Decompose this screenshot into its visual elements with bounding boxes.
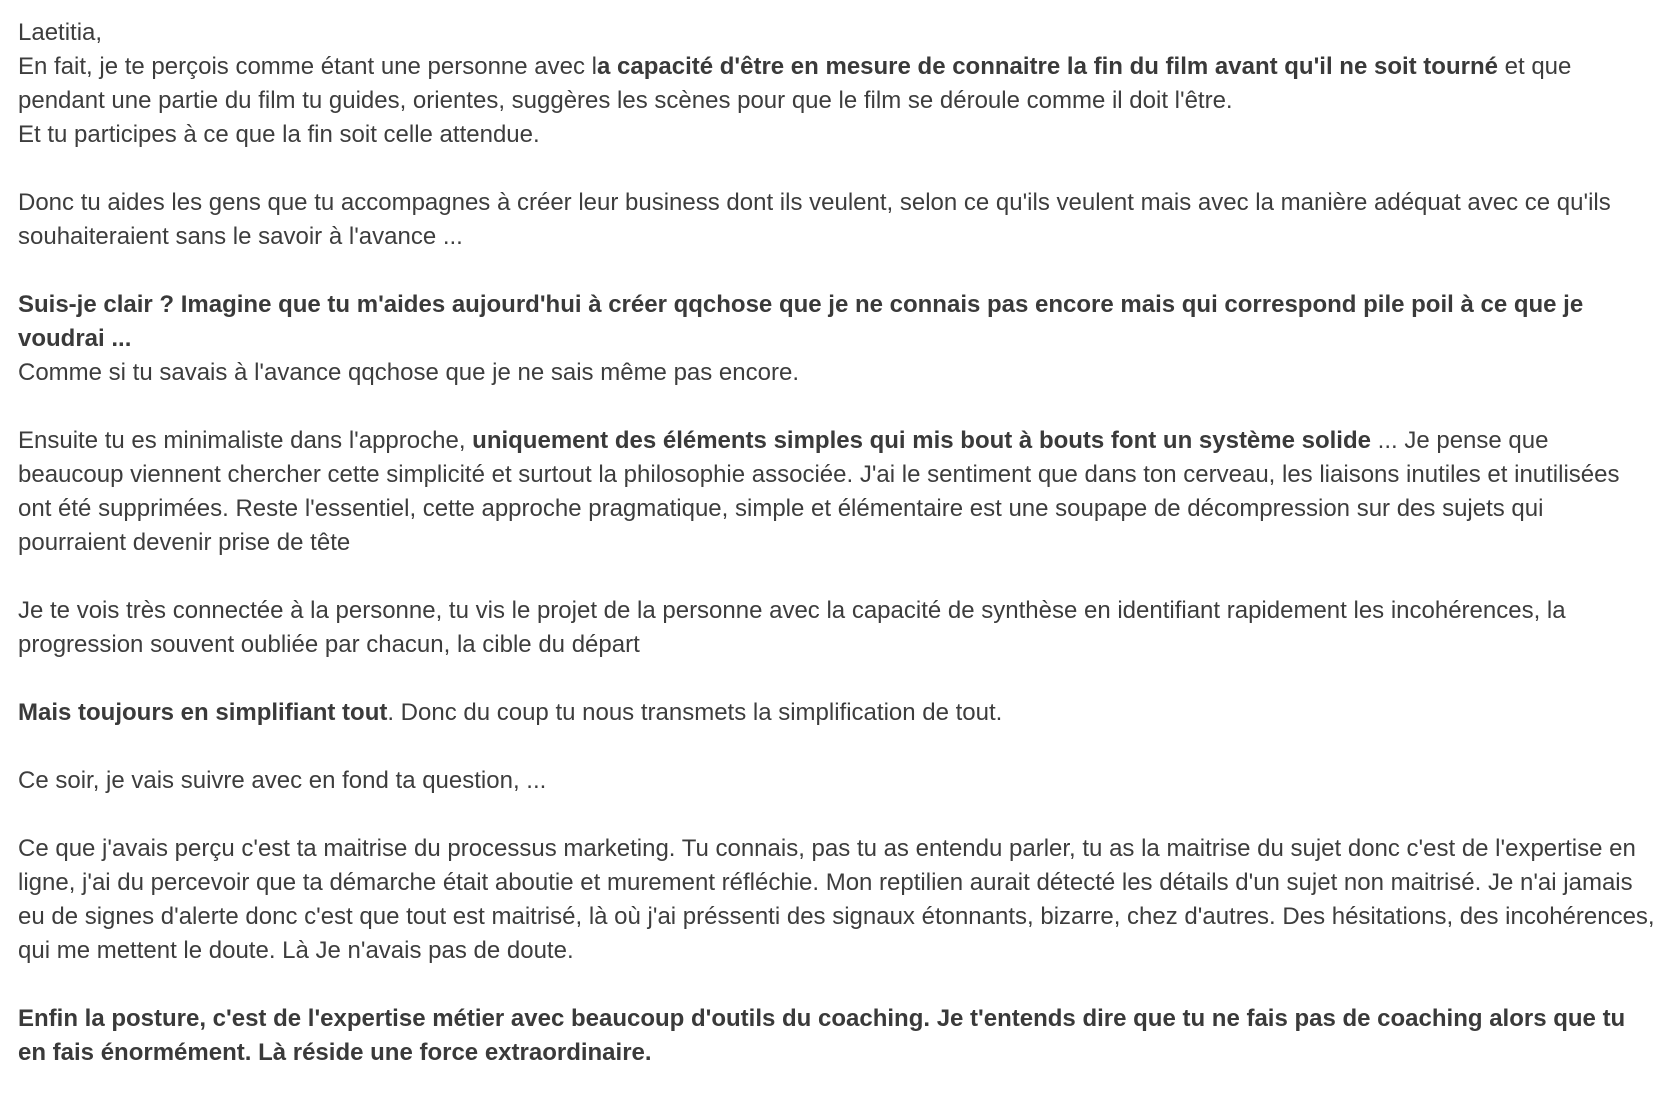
paragraph-simplify-text: . Donc du coup tu nous transmets la simplification de tout.	[387, 699, 1003, 726]
paragraph-clear-end: Comme si tu savais à l'avance qqchose que je ne sais même pas encore.	[18, 359, 799, 386]
paragraph-minimalist-text-2: ... Je pense que beaucoup viennent chercher cette simplicité et surtout la philosophie associée. J'ai le sentiment que dans ton cerveau, les liaisons inutiles et inutilisées ont été supprimées. Reste l'essentiel, cette approche pragmatique, simple et élémentaire est une soupape de décompression sur des sujets qui pourraient devenir prise de tête	[18, 427, 1620, 556]
paragraph-posture-bold: Enfin la posture, c'est de l'expertise métier avec beaucoup d'outils du coaching. Je t'entends dire que tu ne fais pas de coaching alors que tu en fais énormément. Là réside une force extraordinaire.	[18, 1005, 1626, 1066]
paragraph-connected: Je te vois très connectée à la personne, tu vis le projet de la personne avec la capacité de synthèse en identifiant rapidement les incohérences, la progression souvent oubliée par chacun, la cible du départ	[18, 597, 1566, 658]
blank-line	[18, 968, 1658, 1002]
paragraph-minimalist-bold: uniquement des éléments simples qui mis bout à bouts font un système solide	[472, 427, 1371, 454]
paragraph-posture	[18, 1002, 1658, 1070]
paragraph-minimalist-text-1: Ensuite tu es minimaliste dans l'approche,	[18, 427, 473, 454]
blank-line	[18, 390, 1658, 424]
paragraph-simplify-bold: Mais toujours en simplifiant tout	[18, 699, 388, 726]
paragraph-clear-bold: Suis-je clair ? Imagine que tu m'aides aujourd'hui à créer qqchose que je ne connais pas encore mais qui correspond pile poil à ce que je voudrai ...	[18, 291, 1584, 352]
blank-line	[18, 730, 1658, 764]
paragraph-film-text-1: En fait, je te perçois comme étant une personne avec l	[18, 53, 597, 80]
paragraph-film-end: Et tu participes à ce que la fin soit celle attendue.	[18, 121, 540, 148]
paragraph-clear	[18, 288, 1658, 356]
paragraph-film	[18, 50, 1658, 118]
paragraph-minimalist	[18, 424, 1658, 560]
paragraph-simplify	[18, 696, 1658, 730]
blank-line	[18, 254, 1658, 288]
blank-line	[18, 152, 1658, 186]
paragraph-business: Donc tu aides les gens que tu accompagnes à créer leur business dont ils veulent, selon ce qu'ils veulent mais avec la manière adéquat avec ce qu'ils souhaiteraient sans le savoir à l'avance ...	[18, 189, 1611, 250]
paragraph-marketing: Ce que j'avais perçu c'est ta maitrise du processus marketing. Tu connais, pas tu as entendu parler, tu as la maitrise du sujet donc c'est de l'expertise en ligne, j'ai du percevoir que ta démarche était aboutie et murement réfléchie. Mon reptilien aurait détecté les détails d'un sujet non maitrisé. Je n'ai jamais eu de signes d'alerte donc c'est que tout est maitrisé, là où j'ai préssenti des signaux étonnants, bizarre, chez d'autres. Des hésitations, des incohérences, qui me mettent le doute. Là Je n'avais pas de doute.	[18, 835, 1655, 964]
paragraph-tonight: Ce soir, je vais suivre avec en fond ta question, ...	[18, 767, 547, 794]
paragraph-film-bold: a capacité d'être en mesure de connaitre la fin du film avant qu'il ne soit tourné	[597, 53, 1498, 80]
blank-line	[18, 560, 1658, 594]
greeting: Laetitia,	[18, 19, 103, 46]
blank-line	[18, 798, 1658, 832]
blank-line	[18, 662, 1658, 696]
paragraph-film-text-2: et que pendant une partie du film tu guides, orientes, suggères les scènes pour que le film se déroule comme il doit l'être.	[18, 53, 1572, 114]
email-body	[18, 16, 1658, 1070]
